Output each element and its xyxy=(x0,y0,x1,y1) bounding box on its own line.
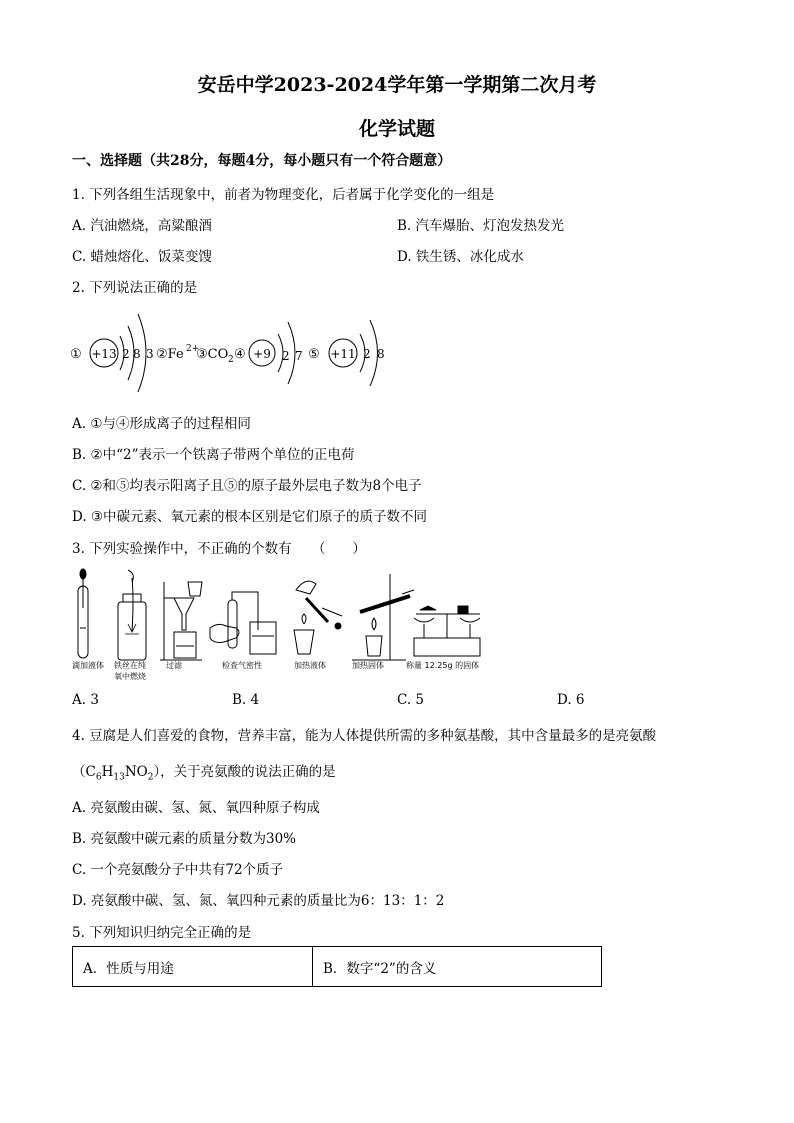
q5-table-cell-a: A．性质与用途 xyxy=(73,947,313,986)
filtration-illustration xyxy=(160,582,202,660)
atom5-electron-2: 8 xyxy=(377,347,385,361)
co2-label: ③CO xyxy=(196,347,229,362)
caption-airtightness: 检查气密性 xyxy=(222,661,262,670)
q5-table-cell-b: B．数字“2”的含义 xyxy=(323,960,437,977)
q4-sub-c: 6 xyxy=(95,772,102,783)
q3-option-b: B. 4 xyxy=(232,692,260,708)
airtightness-check-illustration xyxy=(210,592,276,654)
atom-structure-figure xyxy=(70,308,400,403)
atom4-electron-2: 7 xyxy=(295,349,303,363)
atom1-electron-3: 3 xyxy=(146,347,154,361)
heating-solid-illustration xyxy=(352,574,414,660)
section-heading: 一、选择题（共28分，每题4分，每小题只有一个符合题意） xyxy=(72,153,452,169)
q3-stem: 3. 下列实验操作中，不正确的个数有 （ ） xyxy=(72,541,366,557)
caption-iron-wire-line1: 铁丝在纯 xyxy=(114,661,146,670)
q4-option-b: B. 亮氨酸中碳元素的质量分数为30% xyxy=(72,831,297,847)
lab-operations-figure xyxy=(70,568,490,683)
q4-formula-close: ），关于亮氨酸的说法正确的是 xyxy=(153,764,336,780)
caption-filtration: 过滤 xyxy=(166,661,182,670)
q5-stem: 5. 下列知识归纳完全正确的是 xyxy=(72,925,252,941)
iron-wire-oxygen-bottle-illustration xyxy=(118,570,146,660)
atom1-nucleus-charge: +13 xyxy=(91,347,117,361)
caption-iron-wire-line2: 氧中燃烧 xyxy=(114,672,146,681)
heating-liquid-illustration xyxy=(294,581,342,654)
q4-sub-h: 13 xyxy=(113,772,125,783)
dropper-test-tube-illustration xyxy=(78,569,88,658)
atom1-label: ① xyxy=(70,347,82,362)
q1-option-d: D. 铁生锈、冰化成水 xyxy=(397,249,524,265)
q2-option-c: C. ②和⑤均表示阳离子且⑤的原子最外层电子数为8个电子 xyxy=(72,478,422,494)
q4-stem: 4. 豆腐是人们喜爱的食物，营养丰富，能为人体提供所需的多种氨基酸，其中含量最多的是亮氨酸 xyxy=(72,728,657,744)
co2-subscript: 2 xyxy=(228,355,234,365)
exam-title: 安岳中学2023-2024学年第一学期第二次月考 xyxy=(197,74,597,96)
q4-formula-no: NO xyxy=(124,764,148,780)
q4-formula-h: H xyxy=(101,764,114,780)
fe-ion-charge: 2+ xyxy=(186,344,200,354)
atom5-nucleus-charge: +11 xyxy=(330,347,356,361)
caption-dropper: 滴加液体 xyxy=(72,661,104,670)
fe-ion-label: ②Fe xyxy=(156,347,184,362)
caption-heating-liquid: 加热液体 xyxy=(294,661,326,670)
q4-option-d: D. 亮氨酸中碳、氢、氮、氧四种元素的质量比为6：13：1：2 xyxy=(72,893,445,909)
q5-table xyxy=(72,946,602,987)
caption-weighing: 称量 12.25g 的固体 xyxy=(406,661,480,670)
q2-option-d: D. ③中碳元素、氧元素的根本区别是它们原子的质子数不同 xyxy=(72,509,428,525)
exam-subtitle: 化学试题 xyxy=(358,118,435,140)
atom5-label: ⑤ xyxy=(308,347,320,362)
q1-option-a: A. 汽油燃烧，高粱酿酒 xyxy=(72,218,212,234)
q3-option-c: C. 5 xyxy=(397,692,425,708)
atom5-electron-1: 2 xyxy=(363,347,371,361)
q1-option-b: B. 汽车爆胎、灯泡发热发光 xyxy=(397,218,565,234)
atom1-electron-1: 2 xyxy=(122,347,130,361)
q2-option-a: A. ①与④形成离子的过程相同 xyxy=(72,416,251,432)
q4-option-c: C. 一个亮氨酸分子中共有72个质子 xyxy=(72,862,284,878)
atom4-electron-1: 2 xyxy=(282,349,290,363)
atom4-label: ④ xyxy=(234,347,246,362)
q3-option-d: D. 6 xyxy=(557,692,585,708)
q3-option-a: A. 3 xyxy=(72,692,99,708)
atom1-electron-2: 8 xyxy=(133,347,141,361)
q4-formula-open: （C xyxy=(72,764,96,780)
caption-heating-solid: 加热固体 xyxy=(352,661,384,670)
q1-stem: 1. 下列各组生活现象中，前者为物理变化，后者属于化学变化的一组是 xyxy=(72,187,495,203)
q2-option-b: B. ②中“2”表示一个铁离子带两个单位的正电荷 xyxy=(72,447,355,463)
q4-option-a: A. 亮氨酸由碳、氢、氮、氧四种原子构成 xyxy=(72,800,320,816)
q4-formula-line xyxy=(72,760,336,783)
balance-illustration xyxy=(414,606,480,656)
atom4-nucleus-charge: +9 xyxy=(253,347,271,361)
q4-sub-o: 2 xyxy=(147,772,154,783)
q2-stem: 2. 下列说法正确的是 xyxy=(72,280,198,296)
q1-option-c: C. 蜡烛熔化、饭菜变馊 xyxy=(72,249,212,265)
